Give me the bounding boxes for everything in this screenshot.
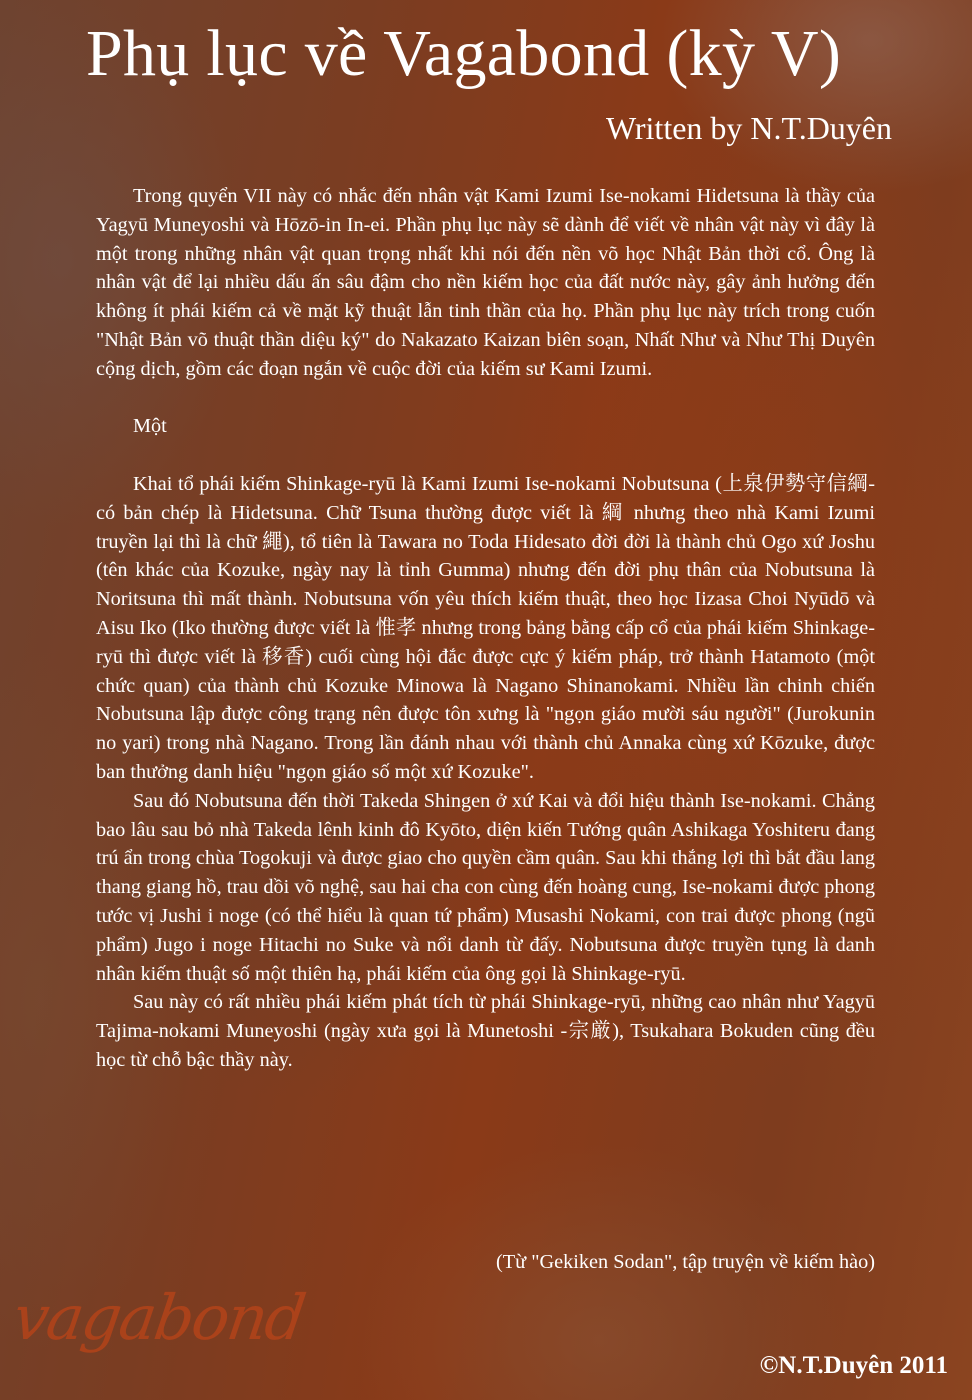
article-paragraph: Sau này có rất nhiều phái kiếm phát tích từ phái Shinkage-ryū, những cao nhân như Yagyū Tajima-nokami Muneyoshi (ngày xưa gọi là Munetoshi -宗厳), Tsukahara Bokuden cũng đều học từ chỗ bậc thầy này. (96, 991, 875, 1071)
article-paragraph: Sau đó Nobutsuna đến thời Takeda Shingen ở xứ Kai và đổi hiệu thành Ise-nokami. Chẳng bao lâu sau bỏ nhà Takeda lênh kinh đô Kyōto, diện kiến Tướng quân Ashikaga Yoshiteru đang trú ẩn trong chùa Togokuji và được giao cho quyền cầm quân. Sau khi thắng lợi thì bắt đầu lang thang giang hồ, trau dồi võ nghệ, sau hai cha con cùng đến hoàng cung, Ise-nokami được phong tước vị Jushi i noge (có thể hiểu là quan tứ phẩm) Musashi Nokami, con trai được phong (ngũ phẩm) Jugo i noge Hitachi no Suke và nổi danh từ đấy. Nobutsuna được truyền tụng là danh nhân kiếm thuật số một thiên hạ, phái kiếm của ông gọi là Shinkage-ryū. (96, 789, 875, 985)
article-body (96, 182, 875, 1075)
spacer (96, 441, 875, 470)
vagabond-logo: vagabond (8, 1281, 309, 1354)
source-citation: (Từ "Gekiken Sodan", tập truyện về kiếm hào) (496, 1251, 875, 1273)
author-byline: Written by N.T.Duyên (605, 110, 892, 146)
article-paragraph: Khai tổ phái kiếm Shinkage-ryū là Kami Izumi Ise-nokami Nobutsuna (上泉伊勢守信綱-có bản chép là Hidetsuna. Chữ Tsuna thường được viết là 綱 nhưng theo nhà Kami Izumi truyền lại thì là chữ 繩), tổ tiên là Tawara no Toda Hidesato đời đời là thành chủ Ogo xứ Joshu (tên khác của Kozuke, ngày nay là tỉnh Gumma) nhưng đến đời phụ thân của Nobutsuna là Noritsuna thì mất thành. Nobutsuna vốn yêu thích kiếm thuật, theo học Iizasa Choi Nyūdō và Aisu Iko (Iko thường được viết là 惟孝 nhưng trong bảng bằng cấp cổ của phái kiếm Shinkage-ryū thì được viết là 移香) cuối cùng hội đắc được cực ý kiếm pháp, trở thành Hatamoto (một chức quan) của thành chủ Kozuke Minowa là Nagano Shinanokami. Nhiều lần chinh chiến Nobutsuna lập được công trạng nên được tôn xưng là "ngọn giáo mười sáu người" (Jurokunin no yari) trong nhà Nagano. Trong lần đánh nhau với thành chủ Annaka cùng xứ Kōzuke, được ban thưởng danh hiệu "ngọn giáo số một xứ Kozuke". (96, 472, 875, 783)
page-title: Phụ lục về Vagabond (kỳ V) (86, 17, 842, 90)
copyright-notice: ©N.T.Duyên 2011 (759, 1352, 948, 1379)
section-heading: Một (133, 415, 167, 438)
intro-paragraph: Trong quyển VII này có nhắc đến nhân vật Kami Izumi Ise-nokami Hidetsuna là thầy của Yagyū Muneyoshi và Hōzō-in In-ei. Phần phụ lục này sẽ dành để viết về nhân vật này vì đây là một trong những nhân vật quan trọng nhất khi nói đến nền võ học Nhật Bản thời cổ. Ông là nhân vật để lại nhiều dấu ấn sâu đậm cho nền kiếm học của đất nước này, gây ảnh hưởng đến không ít phái kiếm cả về mặt kỹ thuật lẫn tinh thần của họ. Phần phụ lục này trích trong cuốn "Nhật Bản võ thuật thần diệu ký" do Nakazato Kaizan biên soạn, Nhất Như và Như Thị Duyên cộng dịch, gồm các đoạn ngắn về cuộc đời của kiếm sư Kami Izumi. (96, 185, 875, 380)
spacer (96, 384, 875, 413)
